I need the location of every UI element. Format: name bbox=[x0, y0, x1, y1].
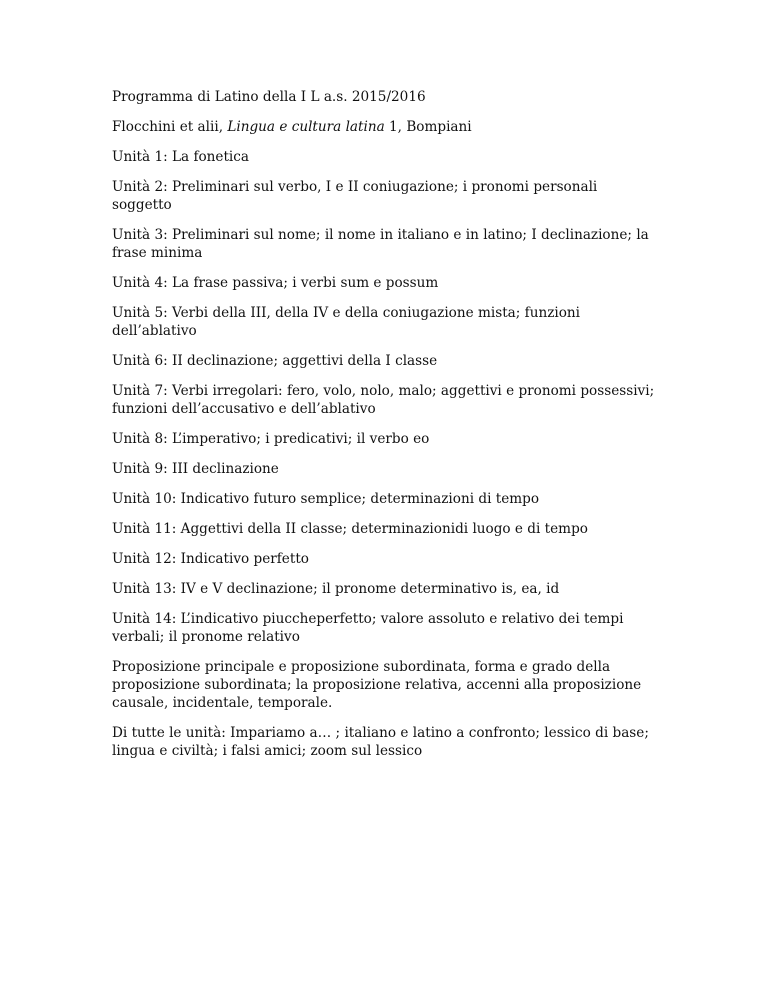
all-units-paragraph: Di tutte le unità: Impariamo a… ; italiano e latino a confronto; lessico di base; lingua e civiltà; i falsi amici; zoom sul lessico bbox=[112, 725, 649, 759]
unit-10: Unità 10: Indicativo futuro semplice; determinazioni di tempo bbox=[112, 491, 540, 507]
syntax-paragraph: Proposizione principale e proposizione subordinata, forma e grado della proposizione subordinata; la proposizione relativa, accenni alla proposizione causale, incidentale, temporale. bbox=[112, 659, 642, 711]
textbook-publisher: 1, Bompiani bbox=[384, 119, 472, 135]
unit-5: Unità 5: Verbi della III, della IV e della coniugazione mista; funzioni dell’ablativo bbox=[112, 305, 581, 339]
document-title: Programma di Latino della I L a.s. 2015/2016 bbox=[112, 89, 426, 105]
unit-9: Unità 9: III declinazione bbox=[112, 461, 279, 477]
unit-14: Unità 14: L’indicativo piuccheperfetto; valore assoluto e relativo dei tempi verbali; il pronome relativo bbox=[112, 611, 624, 645]
unit-2: Unità 2: Preliminari sul verbo, I e II coniugazione; i pronomi personali soggetto bbox=[112, 179, 598, 213]
document-body bbox=[112, 88, 660, 772]
unit-7: Unità 7: Verbi irregolari: fero, volo, nolo, malo; aggettivi e pronomi possessivi; funzioni dell’accusativo e dell’ablativo bbox=[112, 383, 655, 417]
textbook-authors: Flocchini et alii, bbox=[112, 119, 228, 135]
unit-11: Unità 11: Aggettivi della II classe; determinazionidi luogo e di tempo bbox=[112, 521, 588, 537]
textbook-title: Lingua e cultura latina bbox=[227, 119, 385, 135]
unit-12: Unità 12: Indicativo perfetto bbox=[112, 551, 309, 567]
unit-13: Unità 13: IV e V declinazione; il pronome determinativo is, ea, id bbox=[112, 581, 560, 597]
unit-1: Unità 1: La fonetica bbox=[112, 149, 249, 165]
textbook-reference bbox=[112, 118, 660, 136]
unit-4: Unità 4: La frase passiva; i verbi sum e possum bbox=[112, 275, 439, 291]
unit-6: Unità 6: II declinazione; aggettivi della I classe bbox=[112, 353, 438, 369]
unit-3: Unità 3: Preliminari sul nome; il nome in italiano e in latino; I declinazione; la frase minima bbox=[112, 227, 649, 261]
unit-8: Unità 8: L’imperativo; i predicativi; il verbo eo bbox=[112, 431, 430, 447]
